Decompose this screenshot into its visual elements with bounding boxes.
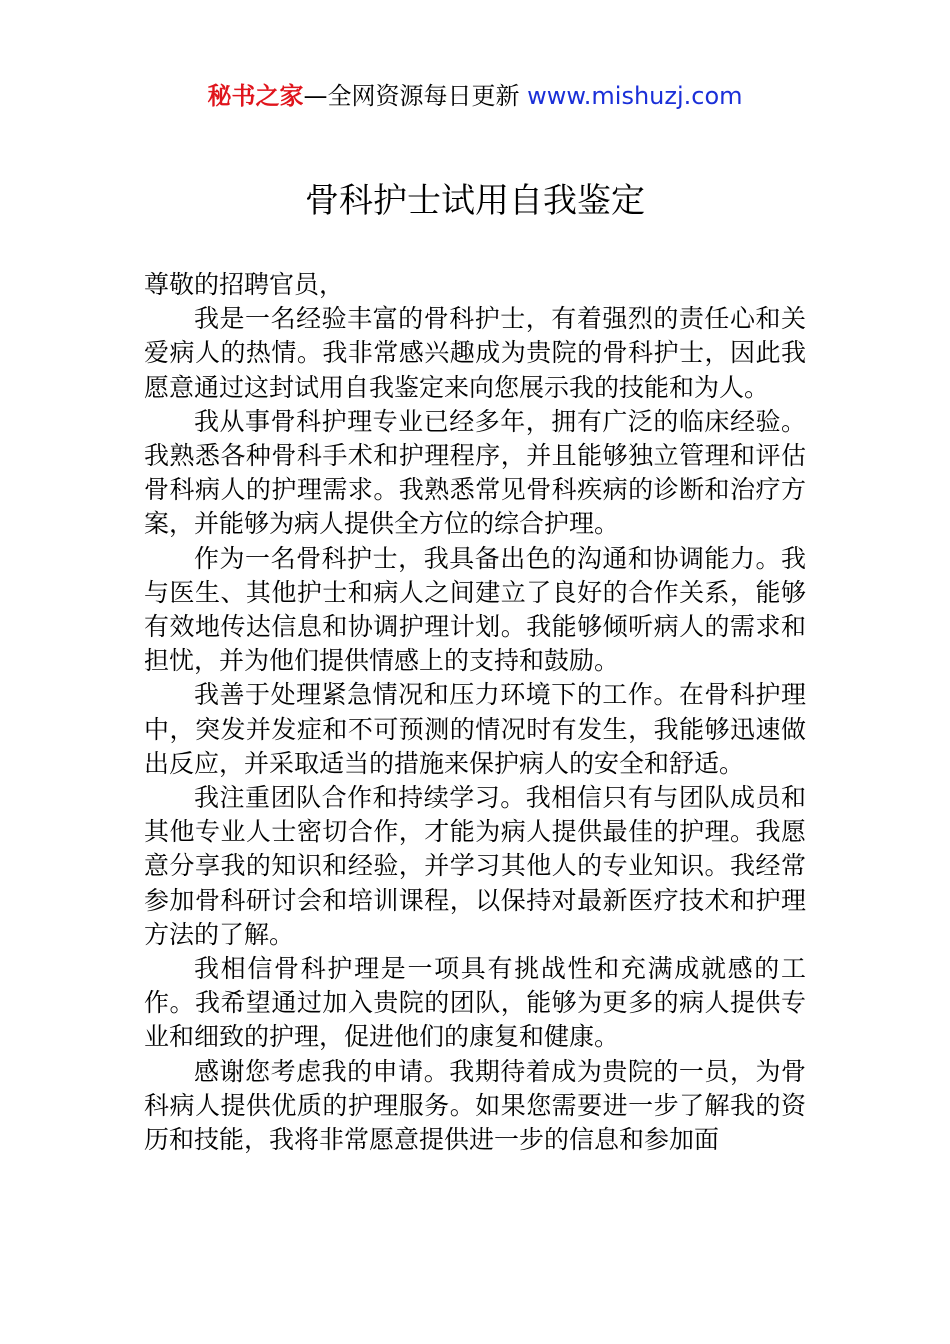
paragraph: 感谢您考虑我的申请。我期待着成为贵院的一员，为骨科病人提供优质的护理服务。如果您需要进一步了解我的资历和技能，我将非常愿意提供进一步的信息和参加面 (144, 1056, 806, 1155)
header-tagline: —全网资源每日更新 (303, 82, 520, 110)
paragraph: 作为一名骨科护士，我具备出色的沟通和协调能力。我与医生、其他护士和病人之间建立了良好的合作关系，能够有效地传达信息和协调护理计划。我能够倾听病人的需求和担忧，并为他们提供情感上的支持和鼓励。 (144, 543, 806, 676)
salutation: 尊敬的招聘官员， (144, 270, 345, 299)
paragraph: 我注重团队合作和持续学习。我相信只有与团队成员和其他专业人士密切合作，才能为病人提供最佳的护理。我愿意分享我的知识和经验，并学习其他人的专业知识。我经常参加骨科研讨会和培训课程，以保持对最新医疗技术和护理方法的了解。 (144, 783, 806, 949)
paragraph: 我从事骨科护理专业已经多年，拥有广泛的临床经验。我熟悉各种骨科手术和护理程序，并且能够独立管理和评估骨科病人的护理需求。我熟悉常见骨科疾病的诊断和治疗方案，并能够为病人提供全方位的综合护理。 (144, 406, 806, 539)
site-link[interactable]: www.mishuzj.com (527, 82, 743, 110)
document-title: 骨科护士试用自我鉴定 (305, 181, 645, 221)
document-body (144, 268, 806, 1157)
brand-name: 秘书之家 (207, 82, 304, 110)
paragraph: 我善于处理紧急情况和压力环境下的工作。在骨科护理中，突发并发症和不可预测的情况时有发生，我能够迅速做出反应，并采取适当的措施来保护病人的安全和舒适。 (144, 680, 806, 778)
paragraph: 我是一名经验丰富的骨科护士，有着强烈的责任心和关爱病人的热情。我非常感兴趣成为贵院的骨科护士，因此我愿意通过这封试用自我鉴定来向您展示我的技能和为人。 (144, 304, 806, 402)
page-header (0, 80, 950, 112)
paragraph: 我相信骨科护理是一项具有挑战性和充满成就感的工作。我希望通过加入贵院的团队，能够为更多的病人提供专业和细致的护理，促进他们的康复和健康。 (144, 954, 806, 1052)
